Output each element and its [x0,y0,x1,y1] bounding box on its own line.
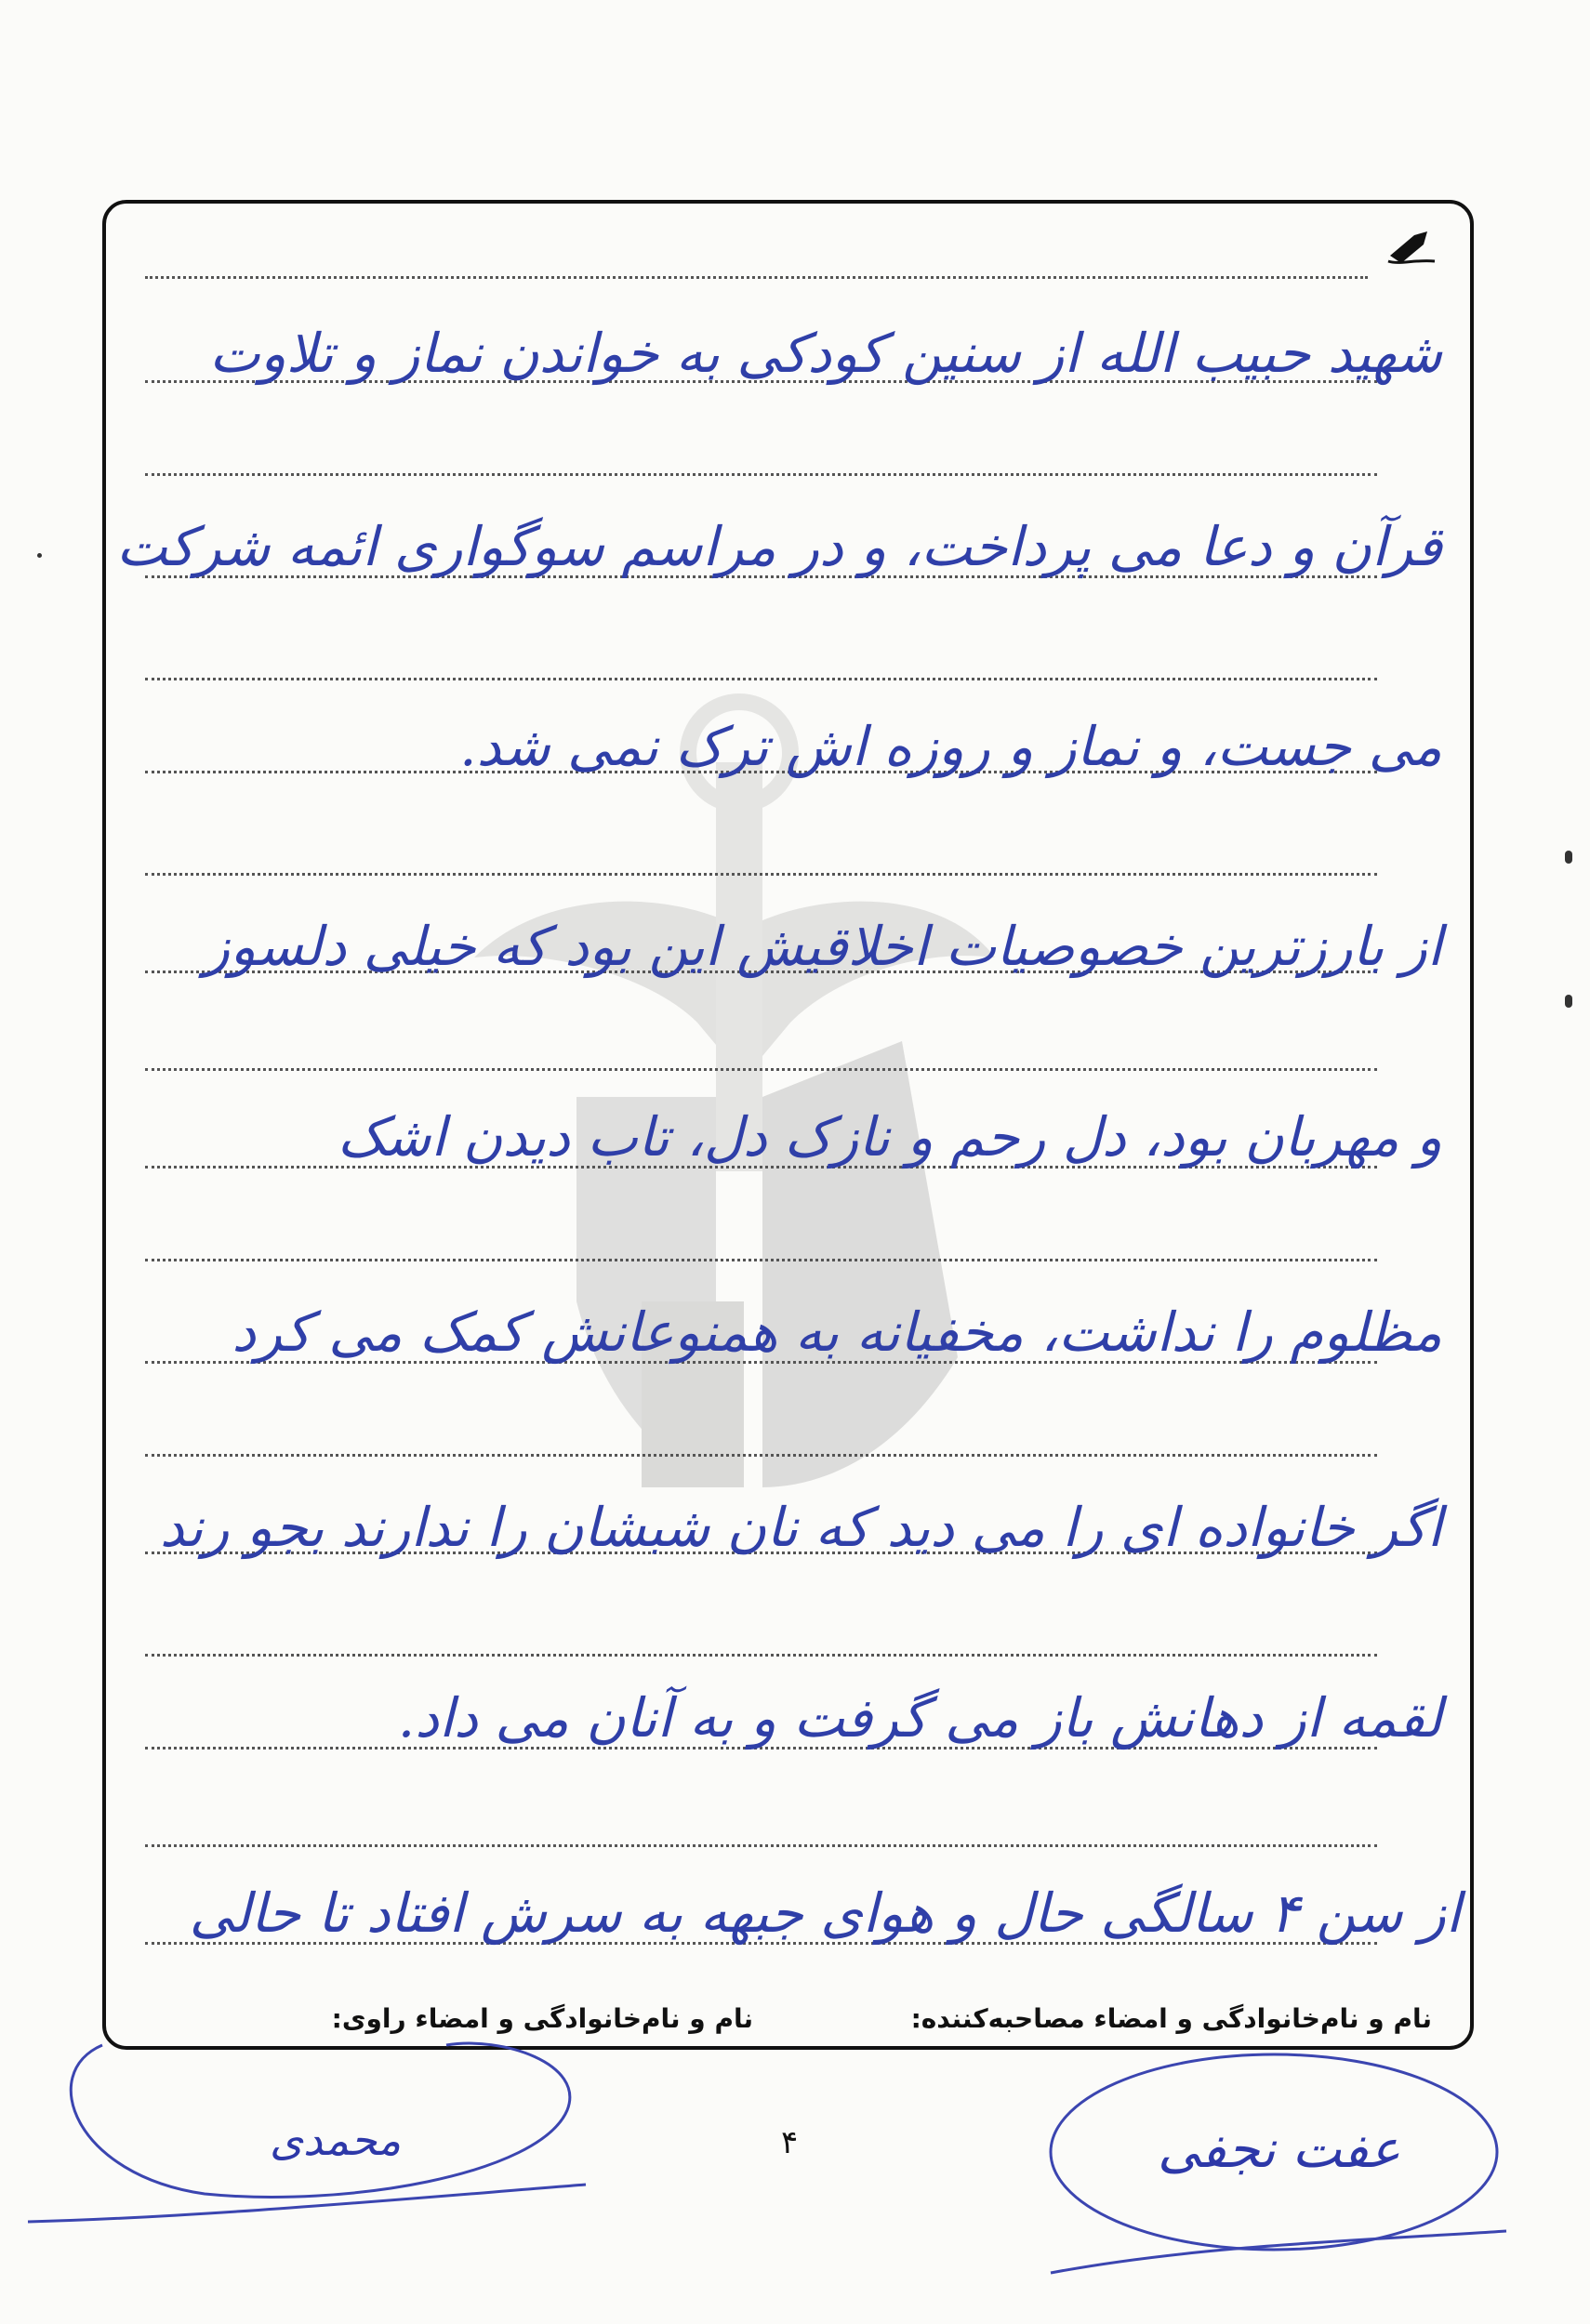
scan-edge-mark [37,553,42,558]
interviewer-signature: عفت نجفی [1158,2119,1401,2180]
ruled-line [145,1454,1377,1457]
interviewer-signature-label: نام و نام‌خانوادگی و امضاء مصاحبه‌کننده: [910,2003,1432,2034]
handwritten-line: و مهربان بود، دل رحم و نازک دل، تاب دیدن اشک [337,1105,1442,1169]
page-number: ۴ [781,2124,799,2161]
scan-edge-mark [1565,851,1572,864]
ruled-line [145,1844,1377,1847]
handwritten-line: می جست، و نماز و روزه اش ترک نمی شد. [459,715,1442,778]
ruled-line [145,276,1368,279]
handwritten-line: لقمه از دهانش باز می گرفت و به آنان می داد. [397,1686,1442,1750]
pen-icon [1386,228,1437,265]
ruled-line [145,678,1377,680]
narrator-signature: محمدی [270,2115,402,2165]
handwritten-line: از سن ۴ سالگی حال و هوای جبهه به سرش افتاد تا حالی [189,1882,1461,1945]
ruled-line [145,1259,1377,1261]
ruled-line [145,1068,1377,1071]
ruled-line [145,1654,1377,1657]
ruled-line [145,473,1377,476]
handwritten-line: قرآن و دعا می پرداخت، و در مراسم سوگواری ائمه شرکت [116,515,1442,578]
handwritten-line: از بارزترین خصوصیات اخلاقیش این بود که خیلی دلسوز [204,915,1442,978]
handwritten-line: شهید حبیب الله از سنین کودکی به خواندن نماز و تلاوت [209,322,1442,385]
narrator-signature-label: نام و نام‌خانوادگی و امضاء راوی: [331,2003,753,2034]
handwritten-line: مظلوم را نداشت، مخفیانه به همنوعانش کمک می کرد [232,1301,1442,1364]
scan-edge-mark [1565,995,1572,1008]
ruled-frame [102,200,1474,2050]
ruled-line [145,873,1377,876]
handwritten-line: اگر خانواده ای را می دید که نان شبشان را ندارند بجو رند [159,1496,1442,1559]
